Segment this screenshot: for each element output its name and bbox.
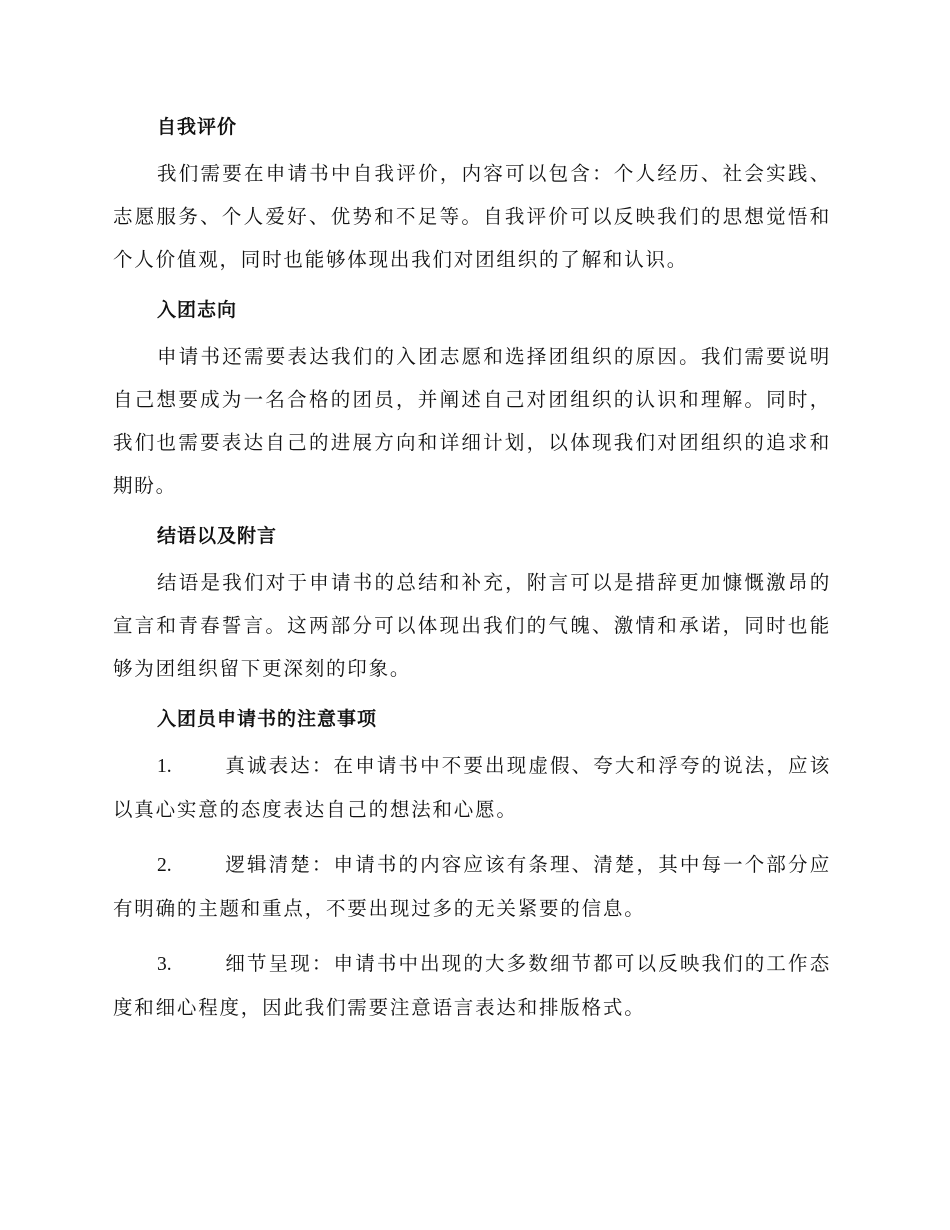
paragraph-self-evaluation: 我们需要在申请书中自我评价，内容可以包含：个人经历、社会实践、志愿服务、个人爱好、优势和不足等。自我评价可以反映我们的思想觉悟和个人价值观，同时也能够体现出我们对团组织的了解和认识。 (113, 162, 831, 271)
list-number: 2. (157, 855, 172, 876)
heading-self-evaluation: 自我评价 (157, 116, 238, 138)
heading-aspiration: 入团志向 (157, 299, 238, 321)
list-text: 细节呈现：申请书中出现的大多数细节都可以反映我们的工作态度和细心程度，因此我们需要注意语言表达和排版格式。 (113, 952, 831, 1019)
list-number: 1. (157, 756, 172, 777)
list-item (113, 744, 831, 831)
list-item (113, 843, 831, 930)
list-item (113, 942, 831, 1029)
list-number: 3. (157, 954, 172, 975)
document-body (113, 108, 831, 1041)
heading-conclusion: 结语以及附言 (157, 525, 278, 547)
paragraph-conclusion: 结语是我们对于申请书的总结和补充，附言可以是措辞更加慷慨激昂的宣言和青春誓言。这两部分可以体现出我们的气魄、激情和承诺，同时也能够为团组织留下更深刻的印象。 (113, 571, 831, 680)
paragraph-aspiration: 申请书还需要表达我们的入团志愿和选择团组织的原因。我们需要说明自己想要成为一名合格的团员，并阐述自己对团组织的认识和理解。同时，我们也需要表达自己的进展方向和详细计划，以体现我们对团组织的追求和期盼。 (113, 345, 831, 497)
heading-notes: 入团员申请书的注意事项 (157, 708, 378, 730)
list-text: 逻辑清楚：申请书的内容应该有条理、清楚，其中每一个部分应有明确的主题和重点，不要出现过多的无关紧要的信息。 (113, 853, 831, 920)
list-text: 真诚表达：在申请书中不要出现虚假、夸大和浮夸的说法，应该以真心实意的态度表达自己的想法和心愿。 (113, 754, 831, 821)
